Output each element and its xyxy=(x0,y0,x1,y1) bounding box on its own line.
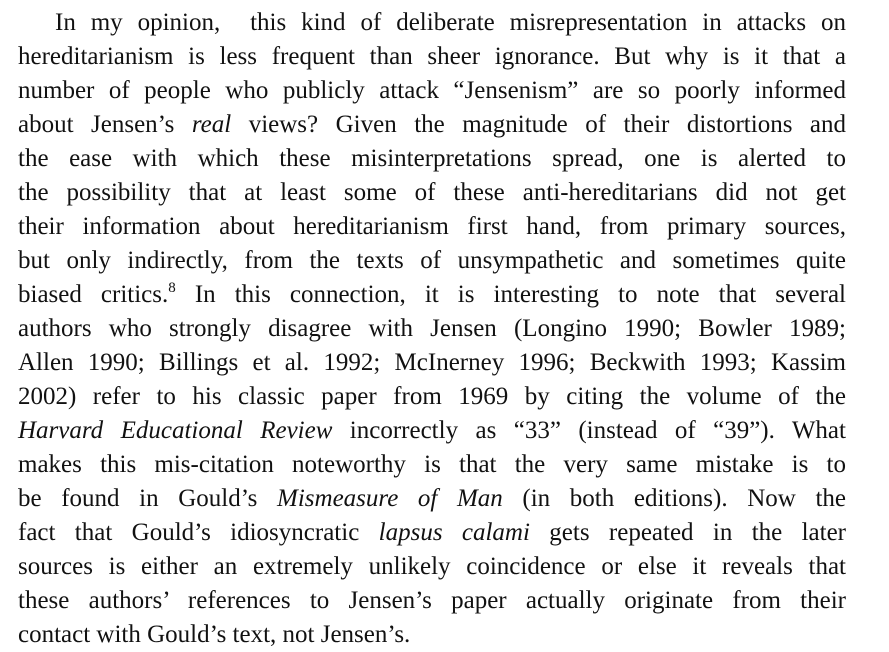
text-span: makes this mis-citation noteworthy is that the very same mistake is to xyxy=(18,451,846,478)
text-line xyxy=(18,380,846,414)
text-line xyxy=(18,448,846,482)
italic-span: Harvard Educational Review xyxy=(18,417,333,444)
text-span: be found in Gould’s xyxy=(18,485,278,512)
text-span: biased critics. xyxy=(18,281,169,308)
text-span: hereditarianism is less frequent than sheer ignorance. But why is it that a xyxy=(18,43,846,70)
text-line xyxy=(18,176,846,210)
text-span: authors who strongly disagree with Jensen (Longino 1990; Bowler 1989; xyxy=(18,315,846,342)
text-line xyxy=(18,584,846,618)
text-line xyxy=(55,6,846,40)
text-line xyxy=(18,244,846,278)
text-span: the ease with which these misinterpretations spread, one is alerted to xyxy=(18,145,846,172)
text-line xyxy=(18,414,846,448)
text-span: contact with Gould’s text, not Jensen’s. xyxy=(18,621,411,648)
text-line xyxy=(18,40,846,74)
text-span: these authors’ references to Jensen’s paper actually originate from their xyxy=(18,587,846,614)
text-span: sources is either an extremely unlikely coincidence or else it reveals that xyxy=(18,553,846,580)
text-span: 2002) refer to his classic paper from 1969 by citing the volume of the xyxy=(18,383,846,410)
text-span: the possibility that at least some of these anti-hereditarians did not get xyxy=(18,179,846,206)
text-line xyxy=(18,74,846,108)
text-span: but only indirectly, from the texts of unsympathetic and sometimes quite xyxy=(18,247,846,274)
italic-span: lapsus calami xyxy=(378,519,530,546)
text-line xyxy=(18,278,846,312)
text-span: gets repeated in the later xyxy=(529,519,846,546)
text-span: views? Given the magnitude of their distortions and xyxy=(231,111,847,138)
text-line xyxy=(18,210,846,244)
text-span: Allen 1990; Billings et al. 1992; McInerney 1996; Beckwith 1993; Kassim xyxy=(18,349,846,376)
footnote-marker: 8 xyxy=(168,280,176,296)
text-span: In my opinion, this kind of deliberate misrepresentation in attacks on xyxy=(55,9,846,36)
text-line xyxy=(18,482,846,516)
text-line xyxy=(18,618,846,652)
italic-span: real xyxy=(191,111,232,138)
text-span: In this connection, it is interesting to note that several xyxy=(175,281,847,308)
text-line xyxy=(18,550,846,584)
text-span: number of people who publicly attack “Jensenism” are so poorly informed xyxy=(18,77,846,104)
italic-span: Mismeasure of Man xyxy=(277,485,503,512)
text-line xyxy=(18,108,846,142)
text-line xyxy=(18,142,846,176)
text-span: (in both editions). Now the xyxy=(502,485,846,512)
text-span: incorrectly as “33” (instead of “39”). What xyxy=(332,417,846,444)
text-span: about Jensen’s xyxy=(18,111,192,138)
text-span: their information about hereditarianism first hand, from primary sources, xyxy=(18,213,846,240)
text-line xyxy=(18,346,846,380)
text-line xyxy=(18,516,846,550)
text-span: fact that Gould’s idiosyncratic xyxy=(18,519,379,546)
text-line xyxy=(18,312,846,346)
